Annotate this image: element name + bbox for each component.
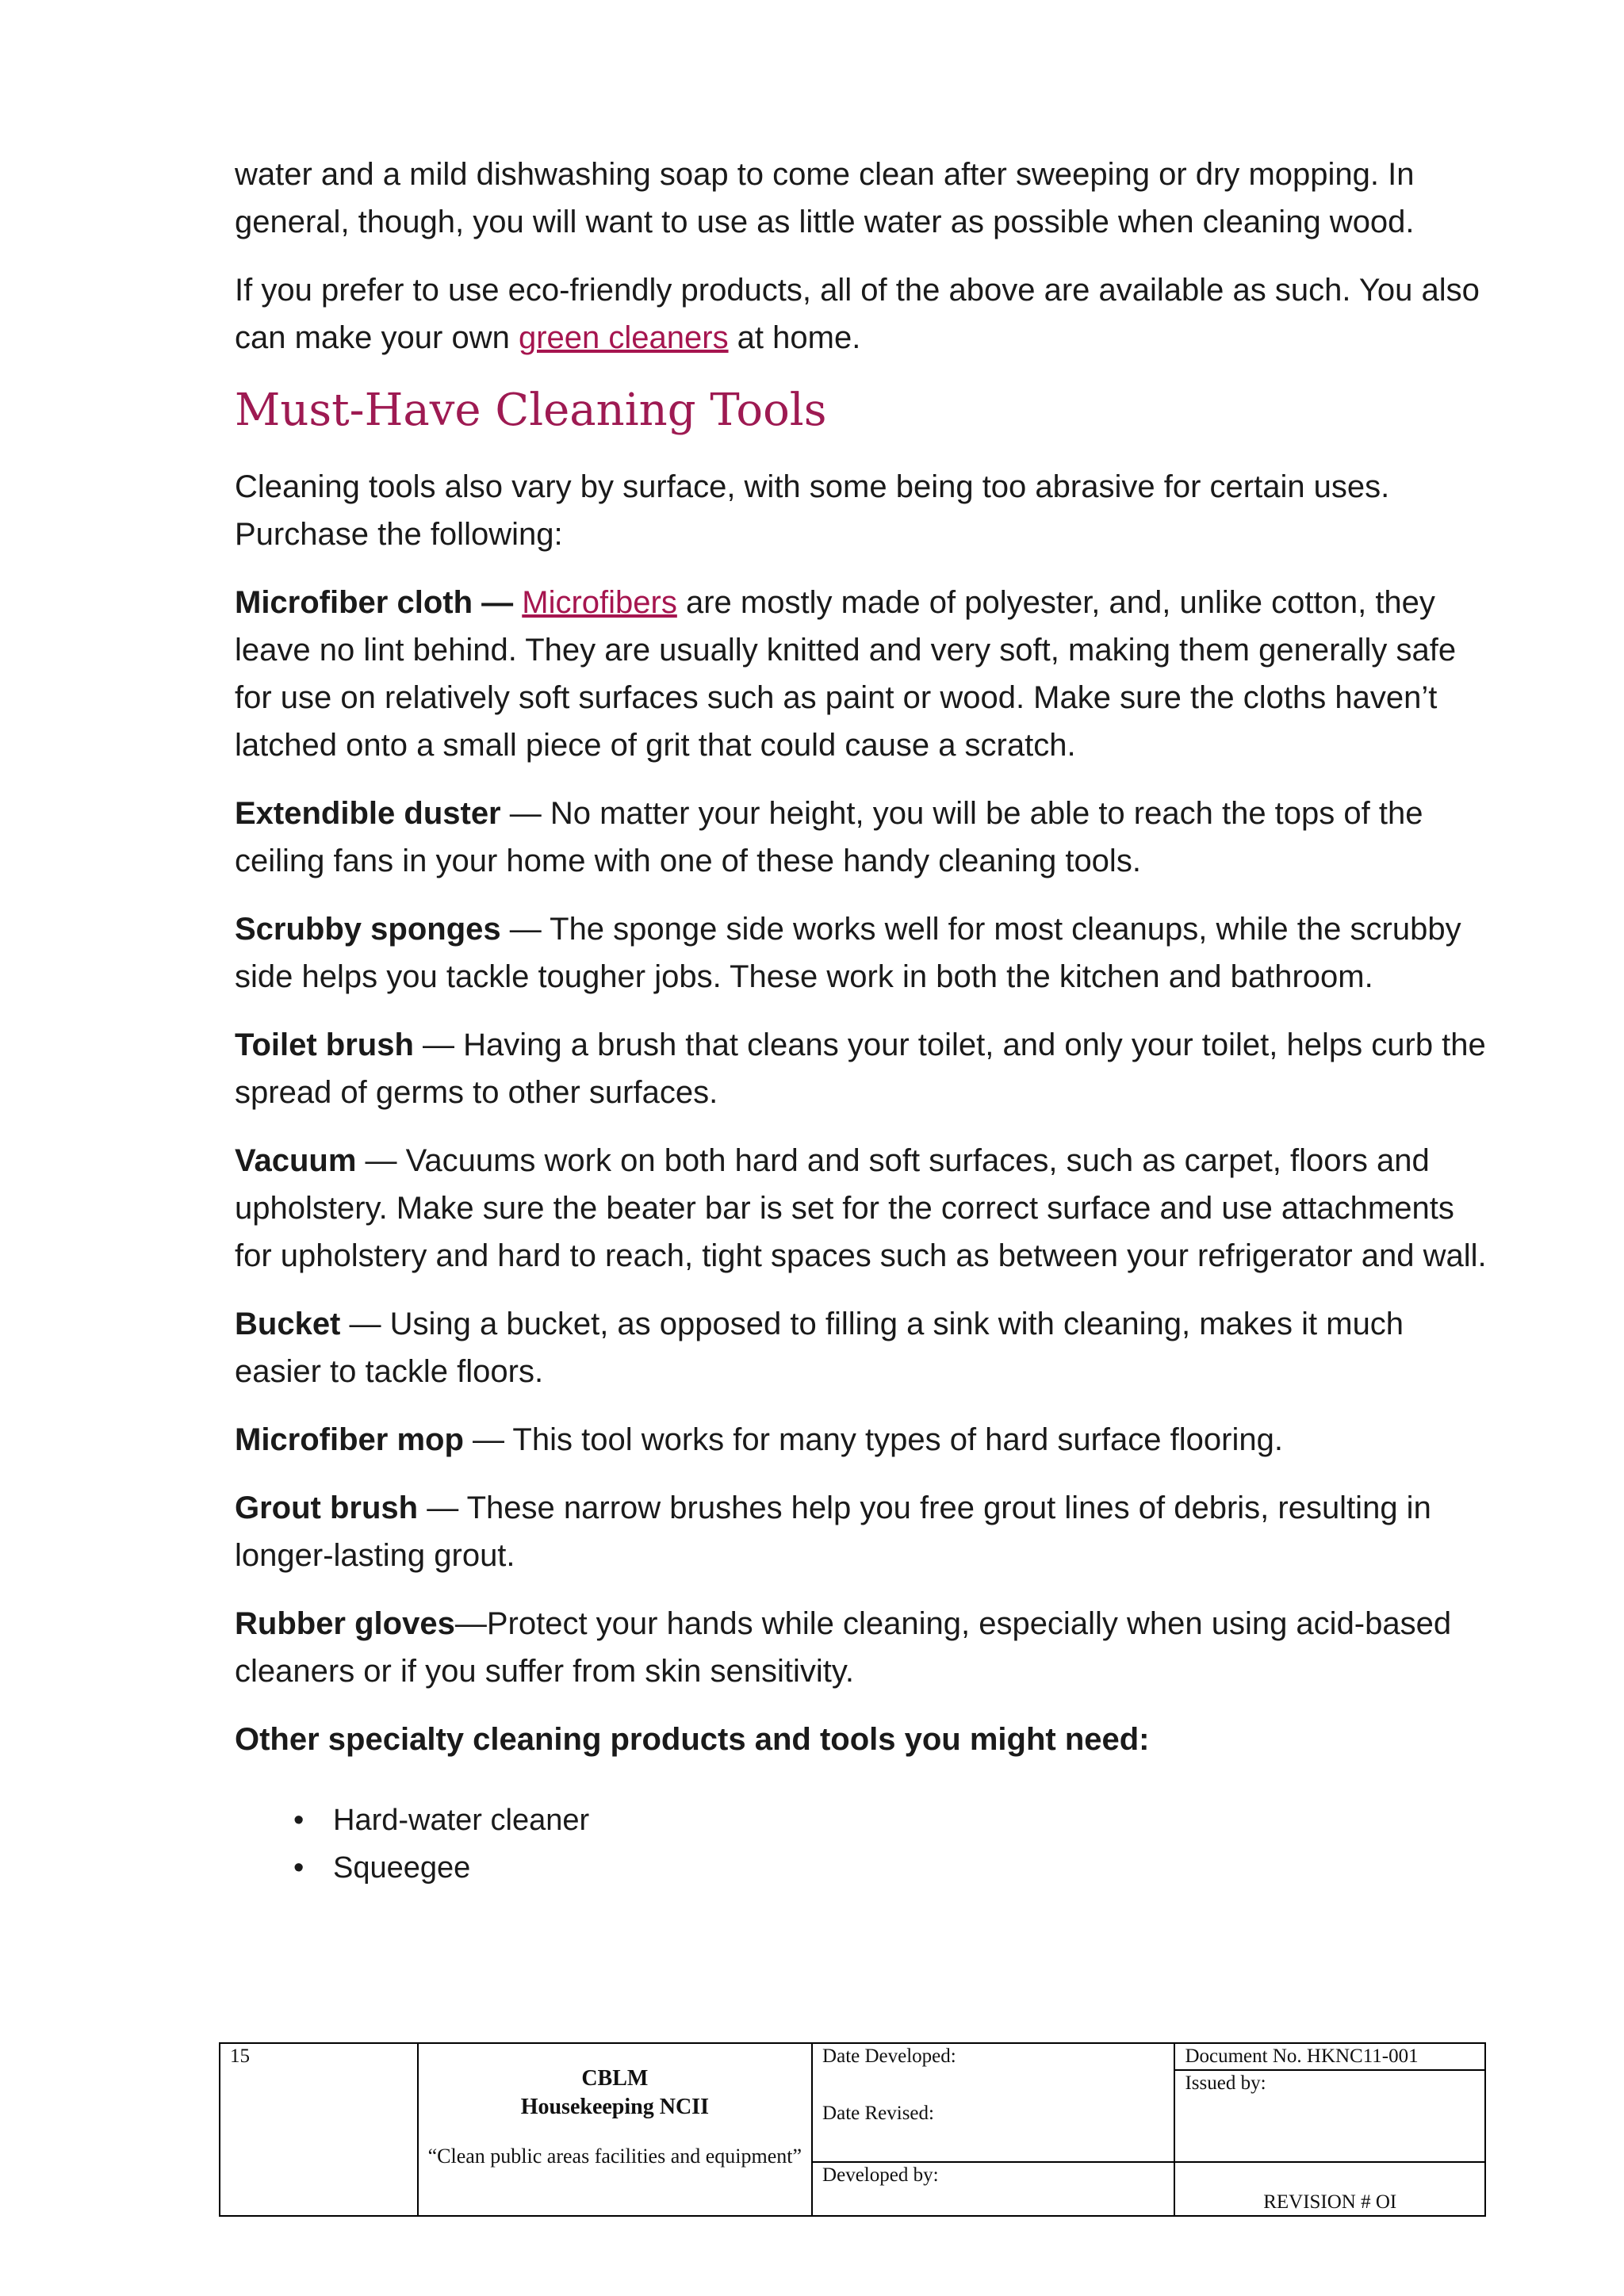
specialty-list bbox=[235, 1797, 1488, 1892]
tool-description: — This tool works for many types of hard surface flooring. bbox=[463, 1422, 1283, 1457]
tool-item bbox=[235, 579, 1488, 769]
document-footer-table bbox=[219, 2042, 1486, 2217]
tool-name: Grout brush bbox=[235, 1490, 419, 1525]
list-item bbox=[235, 1844, 1488, 1892]
dates-cell bbox=[812, 2043, 1174, 2162]
tool-item bbox=[235, 1137, 1488, 1280]
date-revised-label: Date Revised: bbox=[822, 2103, 934, 2124]
tool-name: Bucket bbox=[235, 1307, 341, 1341]
microfibers-link[interactable]: Microfibers bbox=[522, 585, 677, 620]
page-content bbox=[235, 151, 1488, 1892]
tool-item bbox=[235, 1416, 1488, 1464]
module-subtitle: “Clean public areas facilities and equipment” bbox=[427, 2145, 802, 2168]
tool-description: are mostly made of polyester, and, unlike cotton, they leave no lint behind. They are usually knitted and very soft, making them generally safe for use on relatively soft surfaces such as paint or wood. Make sure the cloths haven’t latched onto a small piece of grit that could cause a scratch. bbox=[235, 585, 1457, 763]
tool-description: — The sponge side works well for most cleanups, while the scrubby side helps you tackle tougher jobs. These work in both the kitchen and bathroom. bbox=[235, 912, 1461, 994]
green-cleaners-link[interactable]: green cleaners bbox=[518, 320, 729, 355]
tool-item bbox=[235, 905, 1488, 1001]
tool-item bbox=[235, 790, 1488, 885]
tool-description: — No matter your height, you will be able to reach the tops of the ceiling fans in your home with one of these handy cleaning tools. bbox=[235, 796, 1423, 878]
lead-paragraph: Cleaning tools also vary by surface, with some being too abrasive for certain uses. Purchase the following: bbox=[235, 469, 1390, 552]
tool-description: —Protect your hands while cleaning, especially when using acid-based cleaners or if you suffer from skin sensitivity. bbox=[235, 1606, 1452, 1689]
module-title-cell bbox=[418, 2043, 812, 2216]
module-title: CBLM bbox=[581, 2066, 649, 2091]
tool-item bbox=[235, 1600, 1488, 1695]
page-number: 15 bbox=[220, 2043, 418, 2216]
issued-by-label: Issued by: bbox=[1174, 2070, 1485, 2162]
tool-item bbox=[235, 1484, 1488, 1579]
section-heading: Must-Have Cleaning Tools bbox=[235, 385, 827, 436]
tool-description: — Using a bucket, as opposed to filling a sink with cleaning, makes it much easier to tackle floors. bbox=[235, 1307, 1404, 1389]
intro-text: If you prefer to use eco-friendly products, all of the above are available as such. You also can make your own bbox=[235, 273, 1480, 355]
document-number: Document No. HKNC11-001 bbox=[1174, 2043, 1485, 2070]
date-developed-label: Date Developed: bbox=[822, 2045, 956, 2067]
tool-description: — Having a brush that cleans your toilet, and only your toilet, helps curb the spread of germs to other surfaces. bbox=[235, 1027, 1486, 1110]
tool-name: Microfiber mop bbox=[235, 1422, 464, 1457]
list-item-label: Squeegee bbox=[333, 1851, 471, 1885]
tool-name: Microfiber cloth — bbox=[235, 585, 523, 620]
tool-name: Vacuum bbox=[235, 1143, 357, 1178]
other-products-heading: Other specialty cleaning products and tools you might need: bbox=[235, 1722, 1150, 1757]
revision-number: REVISION # OI bbox=[1174, 2162, 1485, 2216]
tool-name: Scrubby sponges bbox=[235, 912, 501, 947]
developed-by-label: Developed by: bbox=[812, 2162, 1174, 2216]
tool-name: Toilet brush bbox=[235, 1027, 414, 1062]
tool-description: — Vacuums work on both hard and soft surfaces, such as carpet, floors and upholstery. Make sure the beater bar is set for the correct surface and use attachments for upholstery and hard to reach, tight spaces such as between your refrigerator and wall. bbox=[235, 1143, 1487, 1273]
bullet-icon: • bbox=[293, 1804, 304, 1837]
intro-text-end: at home. bbox=[728, 320, 861, 355]
tool-item bbox=[235, 1300, 1488, 1395]
tool-item bbox=[235, 1021, 1488, 1116]
intro-paragraph-2 bbox=[235, 266, 1488, 362]
list-item-label: Hard-water cleaner bbox=[333, 1804, 590, 1837]
module-qualification: Housekeeping NCII bbox=[520, 2095, 709, 2119]
list-item bbox=[235, 1797, 1488, 1844]
tool-name: Rubber gloves bbox=[235, 1606, 455, 1641]
intro-paragraph-1: water and a mild dishwashing soap to come clean after sweeping or dry mopping. In general, though, you will want to use as little water as possible when cleaning wood. bbox=[235, 157, 1415, 239]
bullet-icon: • bbox=[293, 1851, 304, 1885]
tool-name: Extendible duster bbox=[235, 796, 501, 831]
tool-description: — These narrow brushes help you free grout lines of debris, resulting in longer-lasting grout. bbox=[235, 1490, 1431, 1573]
